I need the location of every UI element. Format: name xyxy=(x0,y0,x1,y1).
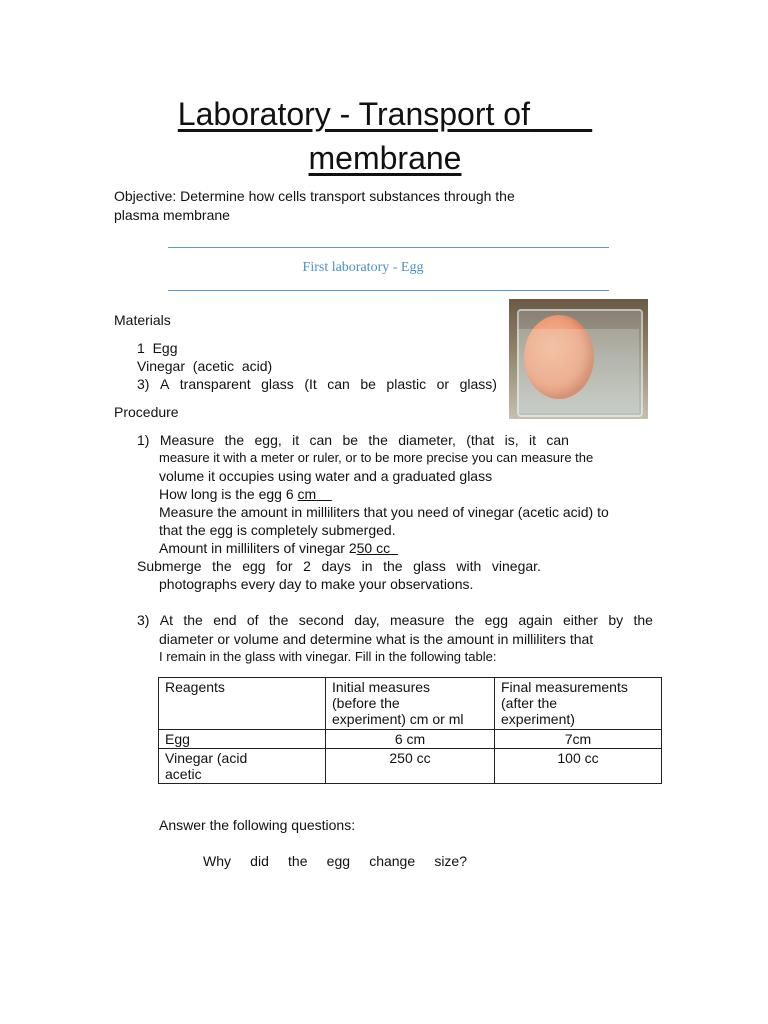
w: day, xyxy=(354,612,380,628)
w: can xyxy=(309,432,333,448)
header-final xyxy=(495,678,662,730)
w: glass xyxy=(261,376,294,392)
cell-text: Egg xyxy=(165,731,190,747)
w: it xyxy=(529,432,536,448)
cell-text: Vinegar (acid xyxy=(165,750,248,766)
w: transparent xyxy=(179,376,251,392)
w: it xyxy=(292,432,300,448)
w: the xyxy=(368,432,388,448)
w: the xyxy=(288,853,308,869)
w: 1) xyxy=(137,432,150,448)
step3-line2: diameter or volume and determine what is the amount in milliliters that xyxy=(159,631,594,647)
table-row xyxy=(159,749,662,784)
step1-line6: that the egg is completely submerged. xyxy=(159,522,396,538)
question-1 xyxy=(203,853,467,870)
step1-line5: Measure the amount in milliliters that you need of vinegar (acetic acid) to xyxy=(159,504,609,520)
header-text: (before the xyxy=(332,695,400,711)
w: the xyxy=(383,558,403,574)
objective-line1: Objective: Determine how cells transport substances through the xyxy=(114,188,515,204)
w: can xyxy=(546,432,569,448)
w: the xyxy=(212,558,232,574)
table-header-row xyxy=(159,678,662,730)
subtitle-rule-top xyxy=(168,247,609,248)
w: egg, xyxy=(254,432,282,448)
w: Submerge xyxy=(137,558,202,574)
materials-item-2 xyxy=(137,358,272,375)
w: can xyxy=(327,376,350,392)
w: (that xyxy=(466,432,495,448)
cell-initial: 6 cm xyxy=(326,730,495,749)
step1-line7 xyxy=(159,540,398,557)
w: did xyxy=(250,853,269,869)
w: second xyxy=(298,612,344,628)
header-text: experiment) xyxy=(501,711,575,727)
w: At xyxy=(159,612,174,628)
table-row xyxy=(159,730,662,749)
w: the xyxy=(268,612,289,628)
w: either xyxy=(562,612,598,628)
vinegar-liquid xyxy=(517,329,639,413)
item2-w1: Vinegar xyxy=(137,358,186,374)
header-text: Reagents xyxy=(165,679,225,695)
w: measure xyxy=(390,612,445,628)
w: the xyxy=(183,612,203,628)
cell-reagent xyxy=(159,749,326,784)
w: for xyxy=(276,558,293,574)
header-text: Final measurements xyxy=(501,679,628,695)
step1-line3: volume it occupies using water and a graduated glass xyxy=(159,468,493,484)
measurements-table xyxy=(158,677,662,784)
subtitle-rule-bottom xyxy=(168,290,609,291)
step3-line3: I remain in the glass with vinegar. Fill in the following table: xyxy=(159,649,497,664)
w: glass xyxy=(413,558,446,574)
w: size? xyxy=(434,853,467,869)
materials-item-1 xyxy=(137,340,178,357)
step1-line4 xyxy=(159,486,332,503)
step2-line2: photographs every day to make your observations. xyxy=(159,576,474,592)
vinegar-amount-answer: 50 cc xyxy=(356,540,391,556)
w: glass) xyxy=(459,376,497,392)
cell-final: 100 cc xyxy=(495,749,662,784)
materials-heading: Materials xyxy=(114,312,171,328)
w: A xyxy=(159,376,170,392)
w: days xyxy=(321,558,352,574)
header-reagents xyxy=(159,678,326,730)
w: vinegar. xyxy=(491,558,541,574)
step1-line1 xyxy=(137,432,569,449)
w: egg xyxy=(326,853,351,869)
cell-text: acetic xyxy=(165,766,202,782)
w: the xyxy=(224,432,245,448)
title-text-1: Laboratory - Transport of xyxy=(177,96,530,132)
w: 3) xyxy=(137,376,150,392)
egg-length-answer: cm xyxy=(297,486,317,502)
w: end xyxy=(213,612,237,628)
w: in xyxy=(361,558,373,574)
item1-num: 1 xyxy=(137,340,145,356)
section-subtitle: First laboratory - Egg xyxy=(302,260,424,275)
header-text: Initial measures xyxy=(332,679,431,695)
w: 2 xyxy=(303,558,311,574)
w: by xyxy=(608,612,624,628)
page-title-line1 xyxy=(150,94,620,134)
w: the xyxy=(454,612,475,628)
step1-line2: measure it with a meter or ruler, or to be more precise you can measure the xyxy=(159,450,594,465)
cell-final: 7cm xyxy=(495,730,662,749)
header-text: (after the xyxy=(501,695,558,711)
w: again xyxy=(518,612,553,628)
vinegar-amount-prompt: Amount in milliliters of vinegar 2 xyxy=(159,540,357,556)
w: Why xyxy=(203,853,231,869)
w: plastic xyxy=(386,376,427,392)
procedure-heading: Procedure xyxy=(114,404,179,420)
objective-line2: plasma membrane xyxy=(114,207,230,223)
w: with xyxy=(456,558,482,574)
egg-in-vinegar-glass-photo xyxy=(509,299,648,419)
w: egg xyxy=(242,558,266,574)
w: change xyxy=(369,853,416,869)
materials-item-3 xyxy=(137,376,497,393)
title-underline-tail xyxy=(530,96,592,132)
w: or xyxy=(436,376,450,392)
w: 3) xyxy=(137,612,150,628)
w: be xyxy=(360,376,376,392)
w: the xyxy=(633,612,653,628)
step3-line1 xyxy=(137,612,653,629)
egg-length-prompt: How long is the egg 6 xyxy=(159,486,298,502)
header-initial xyxy=(326,678,495,730)
w: is, xyxy=(504,432,519,448)
w: diameter, xyxy=(398,432,456,448)
title-text-2: membrane xyxy=(308,140,462,176)
w: of xyxy=(246,612,259,628)
cell-initial: 250 cc xyxy=(326,749,495,784)
w: Measure xyxy=(159,432,215,448)
w: egg xyxy=(484,612,508,628)
header-text: experiment) cm or ml xyxy=(332,711,464,727)
w: be xyxy=(342,432,359,448)
step2-line1 xyxy=(137,558,541,575)
cell-reagent xyxy=(159,730,326,749)
item2-w2: (acetic xyxy=(192,358,235,374)
item2-w3: acid) xyxy=(241,358,273,374)
item1-text: Egg xyxy=(152,340,178,356)
w: (It xyxy=(304,376,317,392)
page-title-line2 xyxy=(150,138,620,178)
questions-heading: Answer the following questions: xyxy=(159,817,356,833)
